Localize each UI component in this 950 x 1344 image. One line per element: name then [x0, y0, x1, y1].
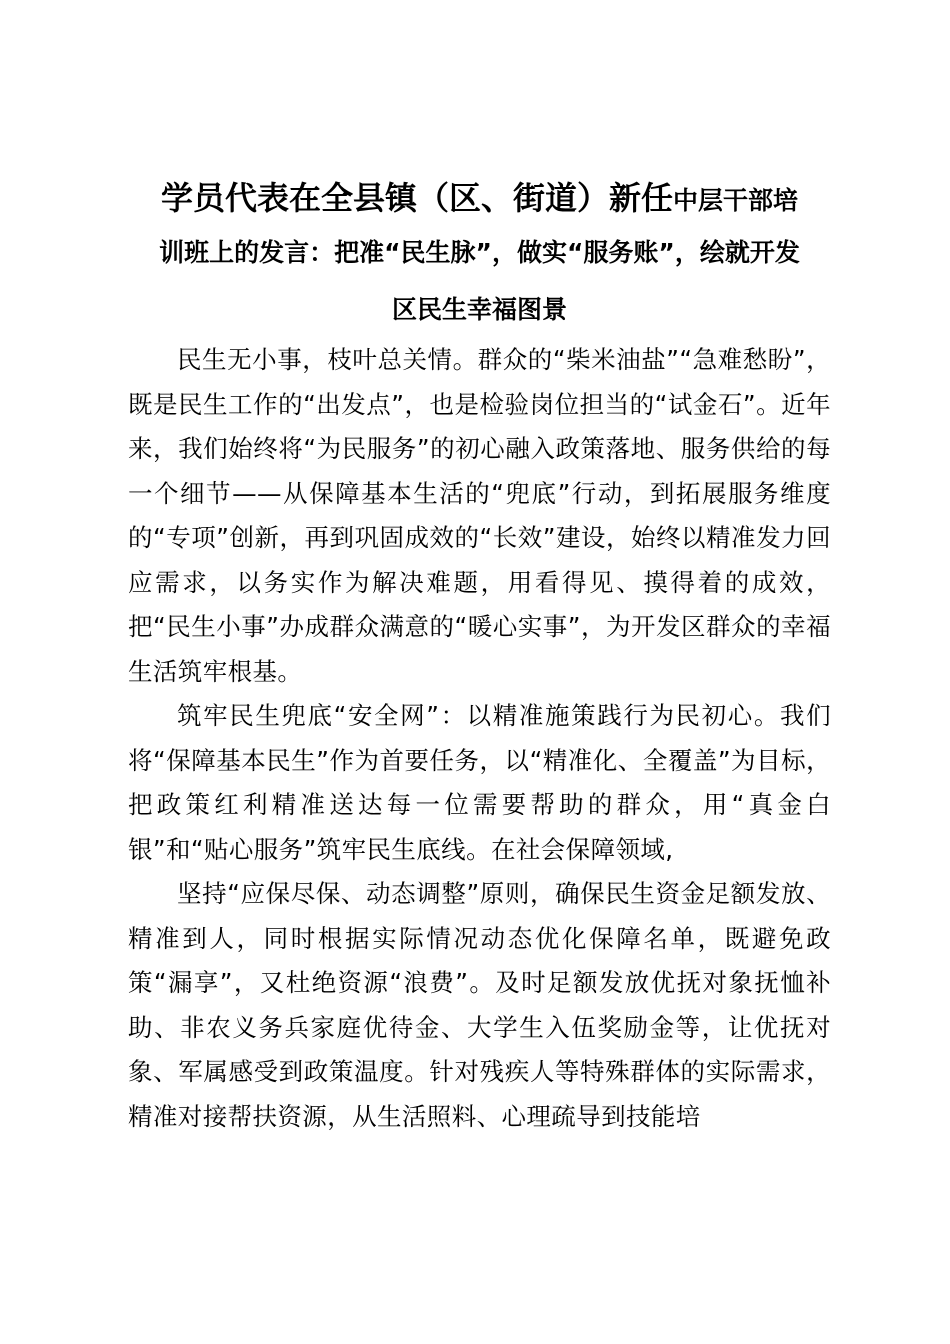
- title-line-1-small: 中层干部培: [673, 186, 799, 215]
- document-page: [128, 172, 831, 1139]
- body-paragraph-3: 坚持“应保尽保、动态调整”原则，确保民生资金足额发放、精准到人，同时根据实际情况动态优化保障名单，既避免政策“漏享”，又杜绝资源“浪费”。及时足额发放优抚对象抚恤补助、非农义务兵家庭优待金、大学生入伍奖励金等，让优抚对象、军属感受到政策温度。针对残疾人等特殊群体的实际需求，精准对接帮扶资源，从生活照料、心理疏导到技能培: [128, 879, 831, 1131]
- title-line-1: [128, 172, 831, 224]
- document-title: [128, 172, 831, 338]
- title-line-1-main: 学员代表在全县镇（区、街道）新任: [160, 179, 673, 217]
- title-line-2: 训班上的发言：把准“民生脉”，做实“服务账”，绘就开发: [159, 238, 800, 267]
- body-paragraph-1: 民生无小事，枝叶总关情。群众的“柴米油盐”“急难愁盼”，既是民生工作的“出发点”，也是检验岗位担当的“试金石”。近年来，我们始终将“为民服务”的初心融入政策落地、服务供给的每一个细节——从保障基本生活的“兜底”行动，到拓展服务维度的“专项”创新，再到巩固成效的“长效”建设，始终以精准发力回应需求，以务实作为解决难题，用看得见、摸得着的成效，把“民生小事”办成群众满意的“暖心实事”，为开发区群众的幸福生活筑牢根基。: [128, 345, 831, 686]
- title-line-3: 区民生幸福图景: [391, 295, 567, 324]
- body-paragraph-2: 筑牢民生兜底“安全网”：以精准施策践行为民初心。我们将“保障基本民生”作为首要任务，以“精准化、全覆盖”为目标，把政策红利精准送达每一位需要帮助的群众，用“真金白银”和“贴心服务”筑牢民生底线。在社会保障领域,: [128, 701, 831, 864]
